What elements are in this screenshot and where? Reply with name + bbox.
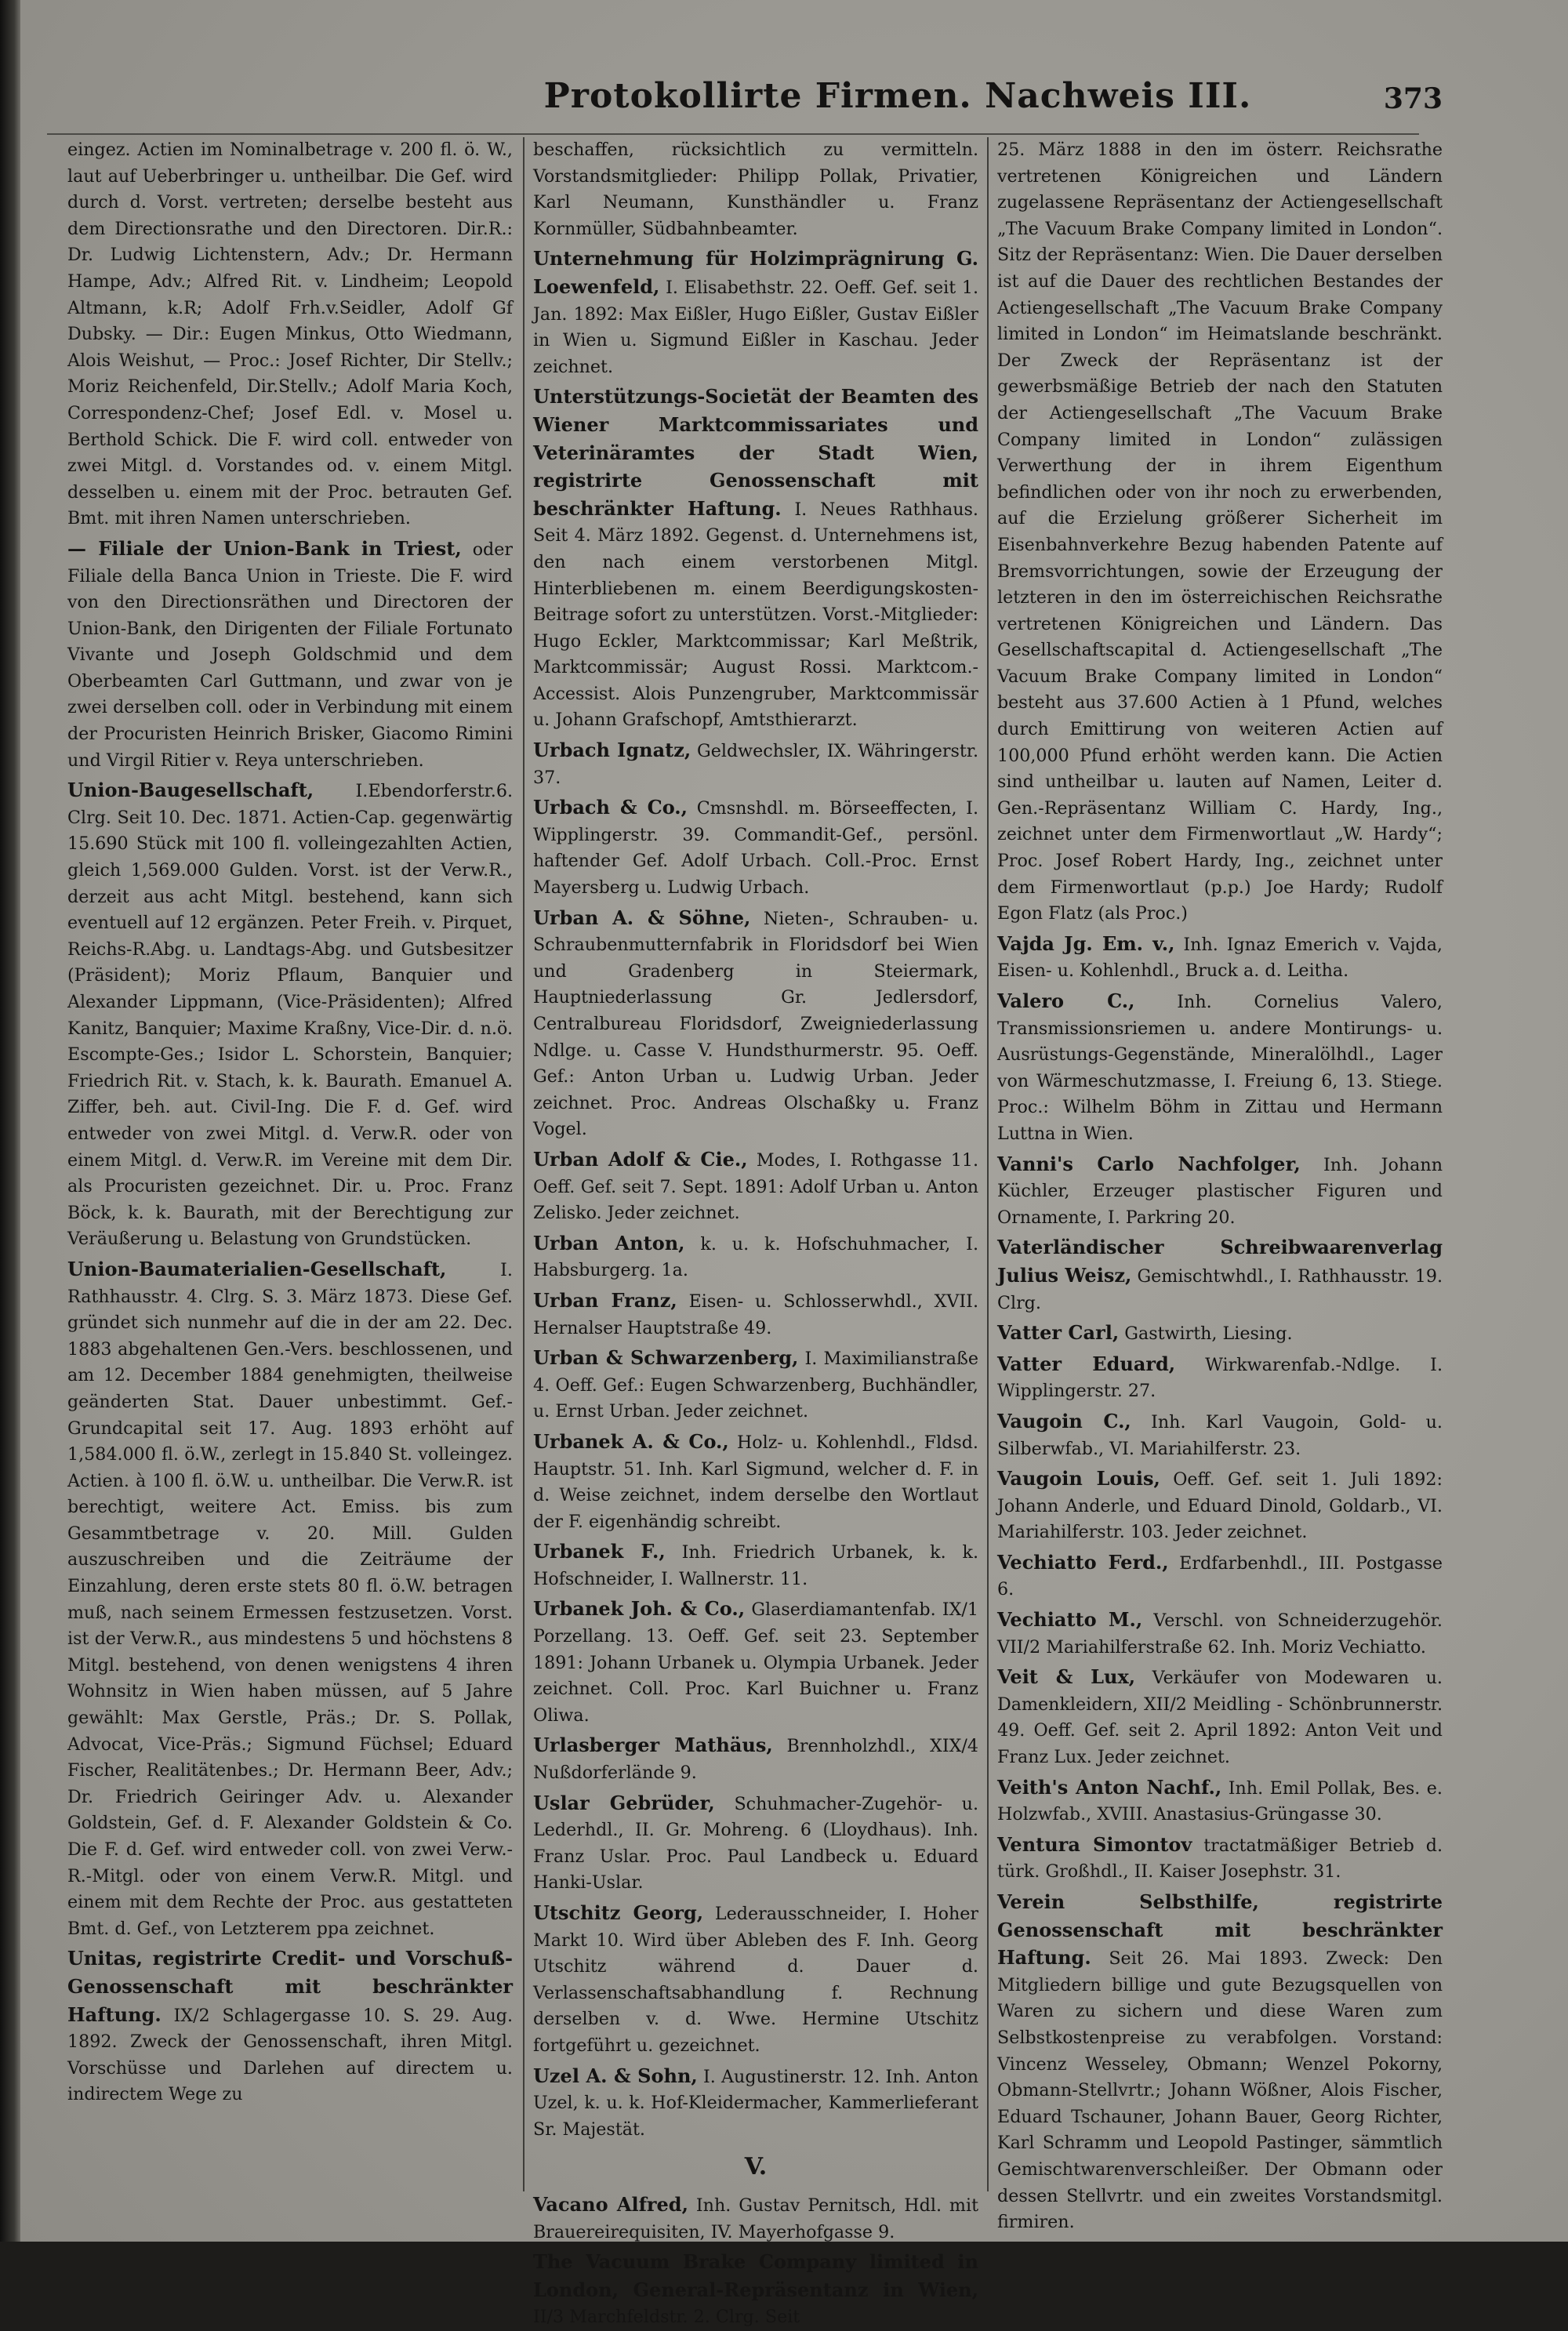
firm-name: — Filiale der Union-Bank in Triest,	[67, 536, 462, 560]
firm-entry	[997, 1832, 1443, 1886]
firm-details: eingez. Actien im Nominalbetrage v. 200 fl. ö. W., laut auf Ueberbringer u. untheilbar. Die Gef. wird durch d. Vorst. vertreten; derselbe besteht aus dem Directionsrathe und den Directoren. Dir.R.: Dr. Ludwig Lichtenstern, Adv.; Dr. Hermann Hampe, Adv.; Alfred Rit. v. Lindheim; Leopold Altmann, k.R; Adolf Frh.v.Seidler, Adolf Gf Dubsky. — Dir.: Eugen Minkus, Otto Wiedmann, Alois Weishut, — Proc.: Josef Richter, Dir Stellv.; Moriz Reichenfeld, Dir.Stellv.; Adolf Maria Koch, Correspondenz-Chef; Josef Edl. v. Mosel u. Berthold Schick. Die F. wird coll. entweder von zwei Mitgl. d. Vorstandes od. v. einem Mitgl. desselben u. einem mit der Proc. betrauten Gef. Bmt. mit ihren Namen unterschrieben.	[67, 140, 513, 529]
firm-name: Urban Franz,	[533, 1288, 677, 1312]
firm-entry	[533, 1345, 978, 1425]
firm-entry	[533, 1230, 978, 1284]
firm-details: IX/2 Schlagergasse 10. S. 29. Aug. 1892. Zweck der Genossenschaft, ihren Mitgl. Vorschüsse und Darlehen auf directem u. indirectem Wege zu	[67, 2005, 513, 2105]
firm-entry	[67, 137, 513, 532]
firm-entry	[997, 1549, 1443, 1603]
column-right	[997, 137, 1443, 2233]
firm-details: Inh. Gustav Pernitsch, Hdl. mit Brauereirequisiten, IV. Mayerhofgasse 9.	[533, 2195, 978, 2242]
firm-name: Urbanek A. & Co.,	[533, 1429, 729, 1453]
firm-details: Seit 26. Mai 1893. Zweck: Den Mitgliedern billige und gute Bezugsquellen von Waren zu sichern und diese Waren zum Selbstkostenpreise zu verabfolgen. Vorstand: Vincenz Wesseley, Obmann; Wenzel Pokorny, Obmann-Stellvrtr.; Johann Wößner, Alois Fischer, Eduard Tschauner, Johann Bauer, Georg Richter, Karl Schramm und Leopold Pastinger, sämmtlich Gemischtwarenverschleißer. Der Obmann oder dessen Stellvrtr. und ein zweites Vorstandsmitgl. firmiren.	[997, 1948, 1443, 2233]
column-left	[67, 137, 513, 2191]
firm-entry	[533, 1732, 978, 1786]
firm-entry	[533, 1146, 978, 1227]
firm-entry	[997, 1664, 1443, 1770]
firm-name: Union-Baumaterialien-Gesellschaft,	[67, 1257, 447, 1280]
firm-entry	[533, 905, 978, 1143]
firm-entry	[533, 245, 978, 380]
firm-name: Vaterländischer Schreibwaarenverlag Julius Weisz,	[997, 1236, 1443, 1287]
page-number: 373	[1383, 82, 1443, 115]
firm-details: Inh. Emil Pollak, Bes. e. Holzwfab., XVIII. Anastasius-Grüngasse 30.	[997, 1777, 1443, 1825]
column-divider-2	[987, 137, 989, 2191]
firm-details: Holz- u. Kohlenhdl., Fldsd. Hauptstr. 51. Inh. Karl Sigmund, welcher d. F. in d. Weise zeichnet, indem derselbe den Wortlaut der F. eigenhändig schreibt.	[533, 1432, 978, 1532]
firm-entry	[997, 137, 1443, 928]
firm-name: Urbach & Co.,	[533, 796, 688, 819]
firm-entry	[997, 1151, 1443, 1232]
firm-entry	[997, 1234, 1443, 1316]
firm-details: Verschl. von Schneiderzugehör. VII/2 Mariahilferstraße 62. Inh. Moriz Vechiatto.	[997, 1610, 1443, 1657]
firm-entry	[997, 1465, 1443, 1546]
firm-details: Glaserdiamantenfab. IX/1 Porzellang. 13. Oeff. Gef. seit 23. September 1891: Johann Urbanek u. Olympia Urbanek. Jeder zeichnet. Coll. Proc. Karl Buichner u. Franz Oliwa.	[533, 1599, 978, 1726]
firm-details: Oeff. Gef. seit 1. Juli 1892: Johann Anderle, und Eduard Dinold, Goldarb., VI. Mariahilferstr. 103. Jeder zeichnet.	[997, 1469, 1443, 1543]
scan-edge-shadow	[0, 0, 20, 2242]
firm-entry	[533, 1790, 978, 1897]
firm-entry	[533, 2191, 978, 2246]
firm-details: Inh. Karl Vaugoin, Gold- u. Silberwfab., VI. Mariahilferstr. 23.	[997, 1411, 1443, 1459]
firm-details: Inh. Friedrich Urbanek, k. k. Hofschneider, I. Wallnerstr. 11.	[533, 1542, 978, 1589]
firm-details: Nieten-, Schrauben- u. Schraubenmutternfabrik in Floridsdorf bei Wien und Gradenberg in Steiermark, Hauptniederlassung Gr. Jedlersdorf, Centralbureau Floridsdorf, Zweigniederlassung Ndlge. u. Casse V. Hundsthurmerstr. 95. Oeff. Gef.: Anton Urban u. Ludwig Urban. Jeder zeichnet. Proc. Andreas Olschaßky u. Franz Vogel.	[533, 908, 978, 1140]
firm-name: Urbanek Joh. & Co.,	[533, 1597, 746, 1621]
firm-details: Inh. Cornelius Valero, Transmissionsriemen u. andere Montirungs- u. Ausrüstungs-Gegenstände, Mineralölhdl., Lager von Wärmeschutzmasse, I. Freiung 6, 13. Stiege. Proc.: Wilhelm Böhm in Zittau und Hermann Luttna in Wien.	[997, 992, 1443, 1144]
firm-name: Urban Adolf & Cie.,	[533, 1147, 748, 1171]
firm-details: Erdfarbenhdl., III. Postgasse 6.	[997, 1552, 1443, 1600]
firm-details: Brennholzhdl., XIX/4 Nußdorferlände 9.	[533, 1736, 978, 1784]
firm-entry	[997, 1320, 1443, 1348]
firm-details: Gemischtwhdl., I. Rathhausstr. 19. Clrg.	[997, 1265, 1443, 1313]
firm-name: Ventura Simontov	[997, 1832, 1192, 1856]
firm-name: Unternehmung für Holzimprägnirung G. Loewenfeld,	[533, 247, 978, 298]
firm-details: Cmsnshdl. m. Börseeffecten, I. Wipplingerstr. 39. Commandit-Gef., persönl. haftender Gef. Adolf Urbach. Coll.-Proc. Ernst Mayersberg u. Ludwig Urbach.	[533, 798, 978, 899]
firm-name: Vaugoin Louis,	[997, 1467, 1160, 1490]
firm-details: I. Elisabethstr. 22. Oeff. Gef. seit 1. Jan. 1892: Max Eißler, Hugo Eißler, Gustav Eißler in Wien u. Sigmund Eißler in Kaschau. Jeder zeichnet.	[533, 277, 978, 377]
firm-details: 25. März 1888 in den im österr. Reichsrathe vertretenen Königreichen und Ländern zugelassene Repräsentanz der Actiengesellschaft „The Vacuum Brake Company limited in London“. Sitz der Repräsentanz: Wien. Die Dauer derselben ist auf die Dauer des rechtlichen Bestandes der Actiengesellschaft „The Vacuum Brake Company limited in London“ im Heimatslande beschränkt. Der Zweck der Repräsentanz ist der gewerbsmäßige Betrieb der nach den Statuten der Actiengesellschaft „The Vacuum Brake Company limited in London“ zulässigen Verwerthung der in ihrem Eigenthum befindlichen oder von ihr noch zu erwerbenden, auf die Erzielung größerer Sicherheit im Eisenbahnverkehre Bezug habenden Patente auf Bremsvorrichtungen, sowie der Erzeugung der letzteren in den im österreichischen Reichsrathe vertretenen Königreichen und Ländern. Das Gesellschaftscapital d. Actiengesellschaft „The Vacuum Brake Company limited in London“ besteht aus 37.600 Actien à 1 Pfund, welches durch Emittirung von weiteren Actien auf 100,000 Pfund erhöht werden kann. Die Actien sind untheilbar u. lauten auf Namen, Leiter d. Gen.-Repräsentanz William C. Hardy, Ing., zeichnet unter dem Firmenwortlaut „W. Hardy“; Proc. Josef Robert Hardy, Ing., zeichnet unter dem Firmenwortlaut (p.p.) Joe Hardy; Rudolf Egon Flatz (als Proc.)	[997, 140, 1443, 924]
header-divider	[47, 133, 1419, 135]
firm-details: Modes, I. Rothgasse 11. Oeff. Gef. seit 7. Sept. 1891: Adolf Urban u. Anton Zelisko. Jeder zeichnet.	[533, 1149, 979, 1224]
firm-name: Urban A. & Söhne,	[533, 906, 751, 929]
column-divider-1	[523, 137, 524, 2191]
firm-name: Vechiatto M.,	[997, 1608, 1143, 1632]
page-title: Protokollirte Firmen. Nachweis III.	[543, 76, 1252, 116]
firm-entry	[67, 536, 513, 774]
firm-entry	[67, 1256, 513, 1942]
column-middle	[533, 137, 979, 2328]
firm-details: I. Neues Rathhaus. Seit 4. März 1892. Gegenst. d. Unternehmens ist, den nach einem verstorbenen Mitgl. Hinterbliebenen m. einem Beerdigungskosten-Beitrage sofort zu unterstützen. Vorst.-Mitglieder: Hugo Eckler, Marktcommissar; Karl Meßtrik, Marktcommissär; August Rossi. Marktcom.-Accessist. Alois Punzengruber, Marktcommissär u. Johann Grafschopf, Amtsthierarzt.	[533, 499, 978, 731]
section-letter: V.	[744, 2153, 768, 2181]
firm-details: Verkäufer von Modewaren u. Damenkleidern, XII/2 Meidling - Schönbrunnerstr. 49. Oeff. Gef. seit 2. April 1892: Anton Veit und Franz Lux. Jeder zeichnet.	[997, 1668, 1443, 1768]
firm-name: Urban & Schwarzenberg,	[533, 1346, 799, 1370]
firm-name: Vatter Carl,	[997, 1321, 1120, 1345]
firm-details: I. Augustinerstr. 12. Inh. Anton Uzel, k. u. k. Hof-Kleidermacher, Kammerlieferant Sr. Majestät.	[533, 2066, 979, 2140]
firm-name: Vaugoin C.,	[997, 1409, 1131, 1432]
firm-name: Valero C.,	[997, 989, 1135, 1012]
firm-name: The Vacuum Brake Company limited in London, General-Repräsentanz in Wien,	[533, 2250, 978, 2301]
firm-name: Uzel A. & Sohn,	[533, 2064, 698, 2087]
firm-entry	[997, 1408, 1443, 1462]
firm-entry	[533, 383, 978, 734]
firm-entry	[533, 1596, 978, 1729]
firm-details: k. u. k. Hofschuhmacher, I. Habsburgerg. 1a.	[533, 1233, 978, 1281]
firm-name: Urlasberger Mathäus,	[533, 1734, 773, 1757]
firm-details: tractatmäßiger Betrieb d. türk. Großhdl., II. Kaiser Josephstr. 31.	[997, 1835, 1443, 1883]
firm-details: I. Rathhausstr. 4. Clrg. S. 3. März 1873. Diese Gef. gründet sich nunmehr auf die in der am 22. Dec. 1883 abgehaltenen Gen.-Vers. beschlossenen, und am 12. December 1884 genehmigten, theilweise geänderten Stat. Dauer unbestimmt. Gef.-Grundcapital seit 17. Aug. 1893 erhöht auf 1,584.000 fl. ö.W., zerlegt in 15.840 St. volleingez. Actien. à 100 fl. ö.W. u. untheilbar. Die Verw.R. ist berechtigt, weitere Act. Emiss. bis zum Gesammtbetrage v. 20. Mill. Gulden auszuschreiben und die Zeiträume der Einzahlung, deren erste stets 80 fl. ö.W. betragen muß, nach seinem Ermessen festzusetzen. Vorst. ist der Verw.R., aus mindestens 5 und höchstens 8 Mitgl. bestehend, von denen wenigstens 4 ihren Wohnsitz in Wien haben müssen, auf 5 Jahre gewählt: Max Gerstle, Präs.; Dr. S. Pollak, Advocat, Vice-Präs.; Sigmund Füchsel; Eduard Fischer, Realitätenbes.; Dr. Hermann Beer, Adv.; Dr. Friedrich Geiringer Adv. u. Alexander Goldstein, Gef. d. F. Alexander Goldstein & Co. Die F. d. Gef. wird entweder coll. von zwei Verw.-R.-Mitgl. oder von einem Verw.R. Mitgl. und einem mit dem Rechte der Proc. aus gestatteten Bmt. d. Gef., von Letzterem ppa zeichnet.	[67, 1259, 513, 1939]
firm-details: I. Maximilianstraße 4. Oeff. Gef.: Eugen Schwarzenberg, Buchhändler, u. Ernst Urban. Jeder zeichnet.	[533, 1349, 978, 1422]
firm-details: Wirkwarenfab.-Ndlge. I. Wipplingerstr. 27.	[997, 1354, 1443, 1402]
firm-entry	[997, 1774, 1443, 1828]
firm-details: II/3 Marchfeldstr. 2. Clrg. Seit	[533, 2307, 800, 2328]
firm-entry	[533, 737, 978, 791]
firm-details: Eisen- u. Schlosserwhdl., XVII. Hernalser Hauptstraße 49.	[533, 1291, 978, 1338]
firm-entry	[533, 137, 978, 242]
firm-entry	[533, 794, 978, 901]
firm-details: Gastwirth, Liesing.	[1124, 1323, 1293, 1345]
firm-name: Veit & Lux,	[997, 1665, 1136, 1689]
firm-name: Utschitz Georg,	[533, 1901, 704, 1924]
firm-entry	[997, 1889, 1443, 2236]
firm-entry	[997, 1351, 1443, 1405]
firm-details: Geldwechsler, IX. Währingerstr. 37.	[533, 741, 978, 788]
firm-entry	[533, 2249, 978, 2331]
firm-details: Inh. Johann Küchler, Erzeuger plastischer Figuren und Ornamente, I. Parkring 20.	[997, 1154, 1443, 1228]
firm-name: Vechiatto Ferd.,	[997, 1550, 1169, 1574]
firm-entry	[997, 931, 1443, 985]
firm-entry	[533, 1429, 978, 1535]
firm-entry	[533, 1538, 978, 1592]
firm-entry	[533, 1900, 978, 2060]
firm-name: Veith's Anton Nachf.,	[997, 1775, 1222, 1799]
firm-name: Urbach Ignatz,	[533, 739, 691, 762]
firm-entry	[997, 1607, 1443, 1661]
firm-name: Uslar Gebrüder,	[533, 1791, 715, 1814]
firm-name: Urbanek F.,	[533, 1540, 666, 1563]
firm-name: Union-Baugesellschaft,	[67, 779, 314, 802]
firm-entry	[997, 988, 1443, 1148]
firm-name: Vatter Eduard,	[997, 1352, 1176, 1375]
firm-details: Inh. Ignaz Emerich v. Vajda, Eisen- u. Kohlenhdl., Bruck a. d. Leitha.	[997, 934, 1443, 982]
firm-details: beschaffen, rücksichtlich zu vermitteln. Vorstandsmitglieder: Philipp Pollak, Privatier, Karl Neumann, Kunsthändler u. Franz Kornmüller, Südbahnbeamter.	[533, 140, 978, 239]
firm-entry	[67, 777, 513, 1253]
firm-name: Vanni's Carlo Nachfolger,	[997, 1152, 1301, 1175]
firm-entry	[67, 1945, 513, 2108]
firm-name: Vajda Jg. Em. v.,	[997, 931, 1175, 955]
firm-details: Lederausschneider, I. Hoher Markt 10. Wird über Ableben des F. Inh. Georg Utschitz während d. Dauer d. Verlassenschaftsabhandlung f. Rechnung derselben v. d. Wwe. Hermine Utschitz fortgeführt u. gezeichnet.	[533, 1904, 978, 2056]
firm-name: Urban Anton,	[533, 1231, 685, 1254]
firm-name: Verein Selbsthilfe, registrirte Genossenschaft mit beschränkter Haftung.	[997, 1890, 1443, 1970]
firm-details: Schuhmacher-Zugehör- u. Lederhdl., II. Gr. Mohreng. 6 (Lloydhaus). Inh. Franz Uslar. Proc. Paul Landbeck u. Eduard Hanki-Uslar.	[533, 1793, 978, 1893]
firm-name: Vacano Alfred,	[533, 2192, 688, 2216]
firm-details: I.Ebendorferstr.6. Clrg. Seit 10. Dec. 1871. Actien-Cap. gegenwärtig 15.690 Stück mit 100 fl. volleingezahlten Actien, gleich 1,569.000 Gulden. Vorst. ist der Verw.R., derzeit aus acht Mitgl. bestehend, kann sich eventuell auf 12 ergänzen. Peter Freih. v. Pirquet, Reichs-R.Abg. u. Landtags-Abg. und Gutsbesitzer (Präsident); Moriz Pflaum, Banquier und Alexander Lippmann, (Vice-Präsidenten); Alfred Kanitz, Banquier; Maxime Kraßny, Vice-Dir. d. n.ö. Escompte-Ges.; Isidor L. Schorstein, Banquier; Friedrich Rit. v. Stach, k. k. Baurath. Emanuel A. Ziffer, beh. aut. Civil-Ing. Die F. d. Gef. wird entweder von zwei Mitgl. d. Verw.R. oder von einem Mitgl. d. Verw.R. im Vereine mit dem Dir. als Procuristen gezeichnet. Dir. u. Proc. Franz Böck, k. k. Baurath, mit der Berechtigung zur Veräußerung u. Belastung von Grundstücken.	[67, 781, 513, 1250]
firm-entry	[533, 2063, 978, 2144]
firm-entry	[533, 1287, 978, 1342]
firm-details: oder Filiale della Banca Union in Trieste. Die F. wird von den Directionsräthen und Directoren der Union-Bank, den Dirigenten der Filiale Fortunato Vivante und Joseph Goldschmid und dem Oberbeamten Carl Guttmann, und zwar von je zwei derselben coll. oder in Verbindung mit einem der Procuristen Heinrich Brisker, Giacomo Rimini und Virgil Ritier v. Reya unterschrieben.	[67, 539, 513, 771]
firm-name: Unterstützungs-Societät der Beamten des Wiener Marktcommissariates und Veterinäramtes der Stadt Wien, registrirte Genossenschaft mit beschränkter Haftung.	[533, 385, 978, 520]
firm-name: Unitas, registrirte Credit- und Vorschuß-Genossenschaft mit beschränkter Haftung.	[67, 1947, 513, 2026]
